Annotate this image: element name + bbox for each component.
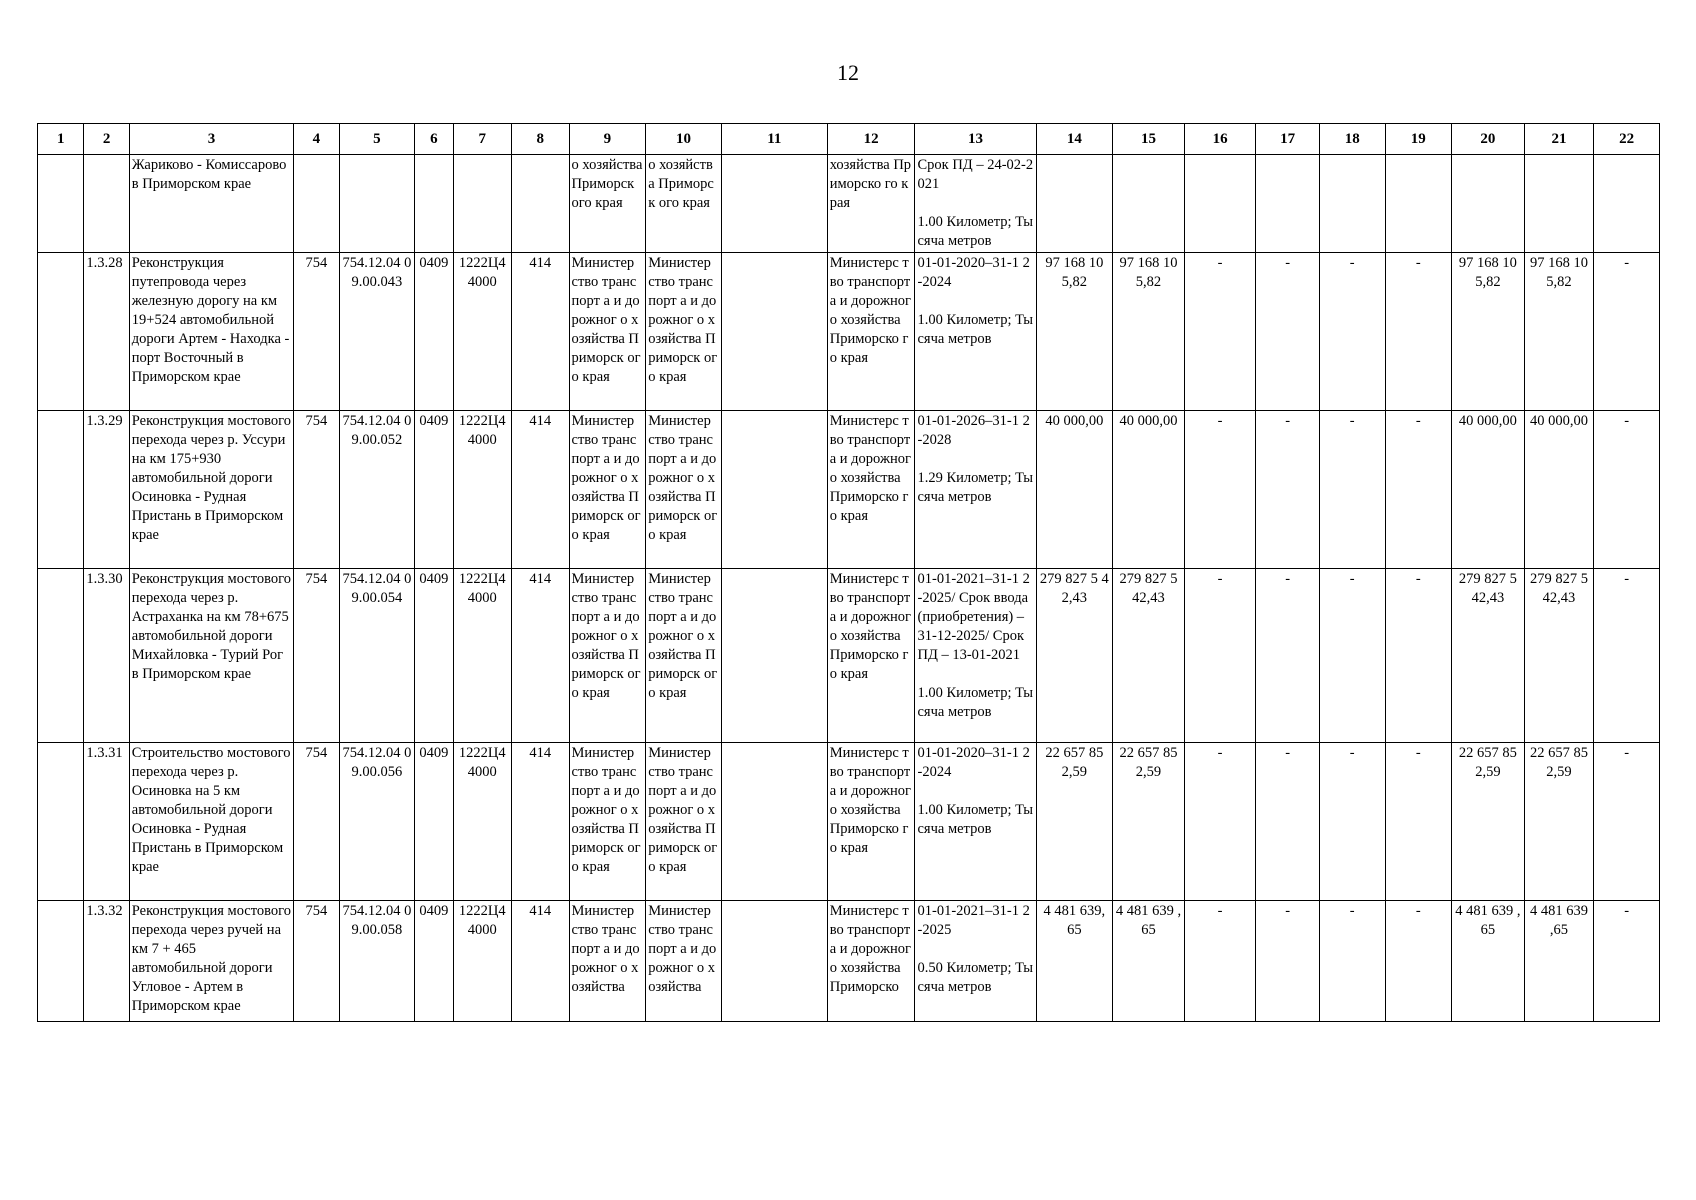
cell-col-9: Министер ство транспорт а и дорожног о хозяйства Приморск ого края [569, 253, 646, 411]
cell-col-22 [1594, 155, 1660, 253]
cell-col-22: - [1594, 411, 1660, 569]
cell-col-12: Министерс тво транспорта и дорожного хозяйства Приморско го края [827, 743, 915, 901]
cell-col-15: 97 168 10 5,82 [1113, 253, 1185, 411]
column-header-9: 9 [569, 124, 646, 155]
cell-col-15: 40 000,00 [1113, 411, 1185, 569]
cell-col-22: - [1594, 901, 1660, 1022]
cell-col-19: - [1385, 901, 1452, 1022]
cell-col-1 [38, 411, 84, 569]
cell-col-17: - [1256, 901, 1320, 1022]
cell-col-8: 414 [512, 901, 569, 1022]
cell-col-5 [339, 155, 415, 253]
cell-col-21: 40 000,00 [1524, 411, 1594, 569]
column-header-8: 8 [512, 124, 569, 155]
cell-col-8: 414 [512, 569, 569, 743]
cell-col-19 [1385, 155, 1452, 253]
cell-col-5: 754.12.04 09.00.043 [339, 253, 415, 411]
column-header-16: 16 [1184, 124, 1256, 155]
cell-col-11 [721, 253, 827, 411]
cell-col-17: - [1256, 743, 1320, 901]
column-header-10: 10 [646, 124, 722, 155]
cell-col-16: - [1184, 901, 1256, 1022]
cell-col-1 [38, 253, 84, 411]
cell-col-21: 279 827 5 42,43 [1524, 569, 1594, 743]
cell-col-20 [1452, 155, 1525, 253]
cell-col-14: 97 168 10 5,82 [1036, 253, 1113, 411]
cell-col-7: 1222Ц4 4000 [453, 901, 512, 1022]
cell-col-12: хозяйства Приморско го края [827, 155, 915, 253]
cell-col-14: 4 481 639, 65 [1036, 901, 1113, 1022]
cell-col-7: 1222Ц4 4000 [453, 411, 512, 569]
cell-col-12: Министерс тво транспорта и дорожного хозяйства Приморско го края [827, 253, 915, 411]
cell-col-4: 754 [294, 569, 339, 743]
cell-col-2 [84, 155, 129, 253]
column-header-12: 12 [827, 124, 915, 155]
column-header-5: 5 [339, 124, 415, 155]
cell-col-6: 0409 [415, 253, 453, 411]
cell-col-3: Строительство мостового перехода через р. Осиновка на 5 км автомобильной дороги Осиновка - Рудная Пристань в Приморском крае [129, 743, 293, 901]
cell-col-4: 754 [294, 411, 339, 569]
cell-col-1 [38, 743, 84, 901]
cell-col-9: Министер ство транспорт а и дорожног о хозяйства Приморск ого края [569, 411, 646, 569]
cell-col-14 [1036, 155, 1113, 253]
cell-col-2: 1.3.31 [84, 743, 129, 901]
cell-col-22: - [1594, 253, 1660, 411]
column-header-18: 18 [1319, 124, 1385, 155]
cell-col-18: - [1319, 901, 1385, 1022]
cell-col-18: - [1319, 743, 1385, 901]
cell-col-11 [721, 155, 827, 253]
cell-col-10: Министер ство транспорт а и дорожног о хозяйства Приморск ого края [646, 411, 722, 569]
cell-col-13: 01-01-2021–31-1 2-2025/ Срок ввода (приобретения) – 31-12-2025/ Срок ПД – 13-01-2021 1.00 Километр; Тысяча метров [915, 569, 1036, 743]
cell-col-10: Министер ство транспорт а и дорожног о хозяйства Приморск ого края [646, 569, 722, 743]
cell-col-11 [721, 743, 827, 901]
table-body [38, 155, 1660, 1022]
cell-col-9: Министер ство транспорт а и дорожног о хозяйства Приморск ого края [569, 743, 646, 901]
cell-col-5: 754.12.04 09.00.054 [339, 569, 415, 743]
table-row [38, 411, 1660, 569]
cell-col-14: 40 000,00 [1036, 411, 1113, 569]
cell-col-12: Министерс тво транспорта и дорожного хозяйства Приморско го края [827, 411, 915, 569]
cell-col-17: - [1256, 411, 1320, 569]
cell-col-15 [1113, 155, 1185, 253]
cell-col-8 [512, 155, 569, 253]
column-header-2: 2 [84, 124, 129, 155]
cell-col-6 [415, 155, 453, 253]
header-row [38, 124, 1660, 155]
cell-col-3: Реконструкция мостового перехода через ручей на км 7 + 465 автомобильной дороги Угловое - Артем в Приморском крае [129, 901, 293, 1022]
cell-col-20: 97 168 10 5,82 [1452, 253, 1525, 411]
column-header-1: 1 [38, 124, 84, 155]
cell-col-1 [38, 569, 84, 743]
cell-col-3: Реконструкция мостового перехода через р. Астраханка на км 78+675 автомобильной дороги Михайловка - Турий Рог в Приморском крае [129, 569, 293, 743]
cell-col-18 [1319, 155, 1385, 253]
cell-col-17: - [1256, 569, 1320, 743]
column-header-17: 17 [1256, 124, 1320, 155]
cell-col-11 [721, 569, 827, 743]
cell-col-8: 414 [512, 253, 569, 411]
table-row [38, 569, 1660, 743]
table-row [38, 253, 1660, 411]
cell-col-19: - [1385, 411, 1452, 569]
investment-objects-table [37, 123, 1660, 1022]
cell-col-20: 22 657 85 2,59 [1452, 743, 1525, 901]
column-header-13: 13 [915, 124, 1036, 155]
cell-col-16: - [1184, 569, 1256, 743]
cell-col-9: Министер ство транспорт а и дорожног о хозяйства [569, 901, 646, 1022]
cell-col-12: Министерс тво транспорта и дорожного хозяйства Приморско го края [827, 569, 915, 743]
column-header-22: 22 [1594, 124, 1660, 155]
page-number: 12 [837, 60, 859, 85]
cell-col-18: - [1319, 569, 1385, 743]
cell-col-6: 0409 [415, 743, 453, 901]
cell-col-19: - [1385, 743, 1452, 901]
table-row [38, 155, 1660, 253]
column-header-14: 14 [1036, 124, 1113, 155]
cell-col-4: 754 [294, 743, 339, 901]
cell-col-22: - [1594, 743, 1660, 901]
cell-col-7: 1222Ц4 4000 [453, 253, 512, 411]
column-header-3: 3 [129, 124, 293, 155]
cell-col-21: 97 168 10 5,82 [1524, 253, 1594, 411]
cell-col-15: 4 481 639 ,65 [1113, 901, 1185, 1022]
column-header-7: 7 [453, 124, 512, 155]
cell-col-3: Реконструкция путепровода через железную дорогу на км 19+524 автомобильной дороги Артем - Находка - порт Восточный в Приморском крае [129, 253, 293, 411]
cell-col-13: 01-01-2020–31-1 2-2024 1.00 Километр; Тысяча метров [915, 743, 1036, 901]
cell-col-4: 754 [294, 901, 339, 1022]
cell-col-14: 279 827 5 42,43 [1036, 569, 1113, 743]
cell-col-10: Министер ство транспорт а и дорожног о хозяйства Приморск ого края [646, 743, 722, 901]
table-row [38, 743, 1660, 901]
column-header-11: 11 [721, 124, 827, 155]
column-header-6: 6 [415, 124, 453, 155]
cell-col-19: - [1385, 253, 1452, 411]
cell-col-3: Жариково - Комиссарово в Приморском крае [129, 155, 293, 253]
cell-col-1 [38, 155, 84, 253]
cell-col-18: - [1319, 411, 1385, 569]
cell-col-6: 0409 [415, 569, 453, 743]
cell-col-15: 22 657 85 2,59 [1113, 743, 1185, 901]
cell-col-6: 0409 [415, 411, 453, 569]
cell-col-10: Министер ство транспорт а и дорожног о хозяйства Приморск ого края [646, 253, 722, 411]
cell-col-13: Срок ПД – 24-02-2021 1.00 Километр; Тысяча метров [915, 155, 1036, 253]
cell-col-7: 1222Ц4 4000 [453, 569, 512, 743]
cell-col-13: 01-01-2021–31-1 2-2025 0.50 Километр; Тысяча метров [915, 901, 1036, 1022]
cell-col-7: 1222Ц4 4000 [453, 743, 512, 901]
cell-col-2: 1.3.30 [84, 569, 129, 743]
column-header-4: 4 [294, 124, 339, 155]
cell-col-7 [453, 155, 512, 253]
cell-col-16: - [1184, 743, 1256, 901]
cell-col-20: 40 000,00 [1452, 411, 1525, 569]
column-header-21: 21 [1524, 124, 1594, 155]
cell-col-17 [1256, 155, 1320, 253]
cell-col-20: 4 481 639 ,65 [1452, 901, 1525, 1022]
cell-col-4 [294, 155, 339, 253]
cell-col-9: о хозяйства Приморск ого края [569, 155, 646, 253]
cell-col-5: 754.12.04 09.00.052 [339, 411, 415, 569]
cell-col-11 [721, 901, 827, 1022]
cell-col-8: 414 [512, 411, 569, 569]
cell-col-8: 414 [512, 743, 569, 901]
cell-col-3: Реконструкция мостового перехода через р. Уссури на км 175+930 автомобильной дороги Осиновка - Рудная Пристань в Приморском крае [129, 411, 293, 569]
column-header-19: 19 [1385, 124, 1452, 155]
cell-col-2: 1.3.29 [84, 411, 129, 569]
cell-col-15: 279 827 5 42,43 [1113, 569, 1185, 743]
table-row [38, 901, 1660, 1022]
cell-col-13: 01-01-2026–31-1 2-2028 1.29 Километр; Тысяча метров [915, 411, 1036, 569]
cell-col-9: Министер ство транспорт а и дорожног о хозяйства Приморск ого края [569, 569, 646, 743]
cell-col-10: Министер ство транспорт а и дорожног о хозяйства [646, 901, 722, 1022]
cell-col-16 [1184, 155, 1256, 253]
column-header-20: 20 [1452, 124, 1525, 155]
cell-col-12: Министерс тво транспорта и дорожного хозяйства Приморско [827, 901, 915, 1022]
cell-col-19: - [1385, 569, 1452, 743]
cell-col-4: 754 [294, 253, 339, 411]
cell-col-21: 4 481 639 ,65 [1524, 901, 1594, 1022]
cell-col-17: - [1256, 253, 1320, 411]
cell-col-5: 754.12.04 09.00.058 [339, 901, 415, 1022]
cell-col-11 [721, 411, 827, 569]
cell-col-22: - [1594, 569, 1660, 743]
cell-col-6: 0409 [415, 901, 453, 1022]
cell-col-16: - [1184, 253, 1256, 411]
cell-col-21: 22 657 85 2,59 [1524, 743, 1594, 901]
cell-col-13: 01-01-2020–31-1 2-2024 1.00 Километр; Тысяча метров [915, 253, 1036, 411]
cell-col-2: 1.3.32 [84, 901, 129, 1022]
cell-col-18: - [1319, 253, 1385, 411]
cell-col-2: 1.3.28 [84, 253, 129, 411]
cell-col-16: - [1184, 411, 1256, 569]
column-header-15: 15 [1113, 124, 1185, 155]
cell-col-10: о хозяйства Приморск ого края [646, 155, 722, 253]
cell-col-14: 22 657 85 2,59 [1036, 743, 1113, 901]
cell-col-5: 754.12.04 09.00.056 [339, 743, 415, 901]
cell-col-20: 279 827 5 42,43 [1452, 569, 1525, 743]
cell-col-21 [1524, 155, 1594, 253]
cell-col-1 [38, 901, 84, 1022]
